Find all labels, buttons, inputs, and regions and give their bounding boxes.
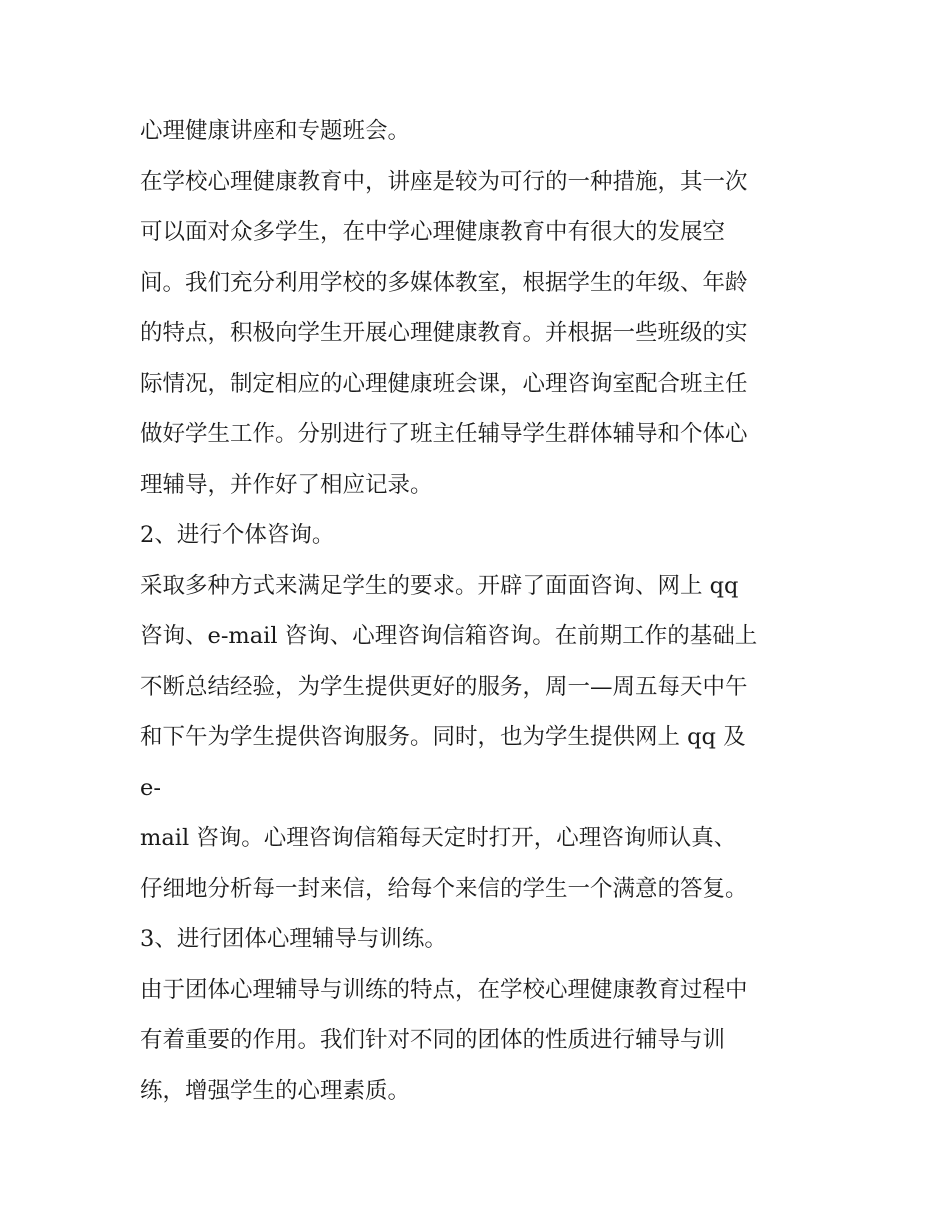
text-line: 的特点，积极向学生开展心理健康教育。并根据一些班级的实 bbox=[140, 320, 748, 346]
text-line: 不断总结经验，为学生提供更好的服务，周一—周五每天中午 bbox=[140, 673, 748, 700]
document-body bbox=[140, 106, 830, 1116]
section-heading: 3、进行团体心理辅导与训练。 bbox=[140, 926, 447, 952]
text-line: 由于团体心理辅导与训练的特点，在学校心理健康教育过程中 bbox=[140, 976, 748, 1003]
text-line: e- bbox=[140, 774, 161, 801]
text-line: 心理健康讲座和专题班会。 bbox=[140, 118, 411, 144]
text-line: 和下午为学生提供咨询服务。同时，也为学生提供网上 qq 及 bbox=[140, 724, 746, 750]
text-line: 咨询、e-mail 咨询、心理咨询信箱咨询。在前期工作的基础上 bbox=[140, 623, 758, 649]
text-line: 练，增强学生的心理素质。 bbox=[140, 1077, 411, 1104]
section-heading: 2、进行个体咨询。 bbox=[140, 522, 335, 548]
text-line: 理辅导，并作好了相应记录。 bbox=[140, 471, 433, 498]
text-line: 间。我们充分利用学校的多媒体教室，根据学生的年级、年龄 bbox=[140, 269, 748, 296]
text-line: mail 咨询。心理咨询信箱每天定时打开，心理咨询师认真、 bbox=[140, 825, 737, 851]
text-line: 际情况，制定相应的心理健康班会课，心理咨询室配合班主任 bbox=[140, 370, 748, 397]
text-line: 采取多种方式来满足学生的要求。开辟了面面咨询、网上 qq bbox=[140, 572, 739, 599]
text-line: 做好学生工作。分别进行了班主任辅导学生群体辅导和个体心 bbox=[140, 421, 748, 447]
text-line: 有着重要的作用。我们针对不同的团体的性质进行辅导与训 bbox=[140, 1027, 726, 1053]
text-line: 在学校心理健康教育中，讲座是较为可行的一种措施，其一次 bbox=[140, 168, 748, 195]
text-line: 可以面对众多学生，在中学心理健康教育中有很大的发展空 bbox=[140, 219, 726, 245]
text-line: 仔细地分析每一封来信，给每个来信的学生一个满意的答复。 bbox=[140, 875, 748, 902]
